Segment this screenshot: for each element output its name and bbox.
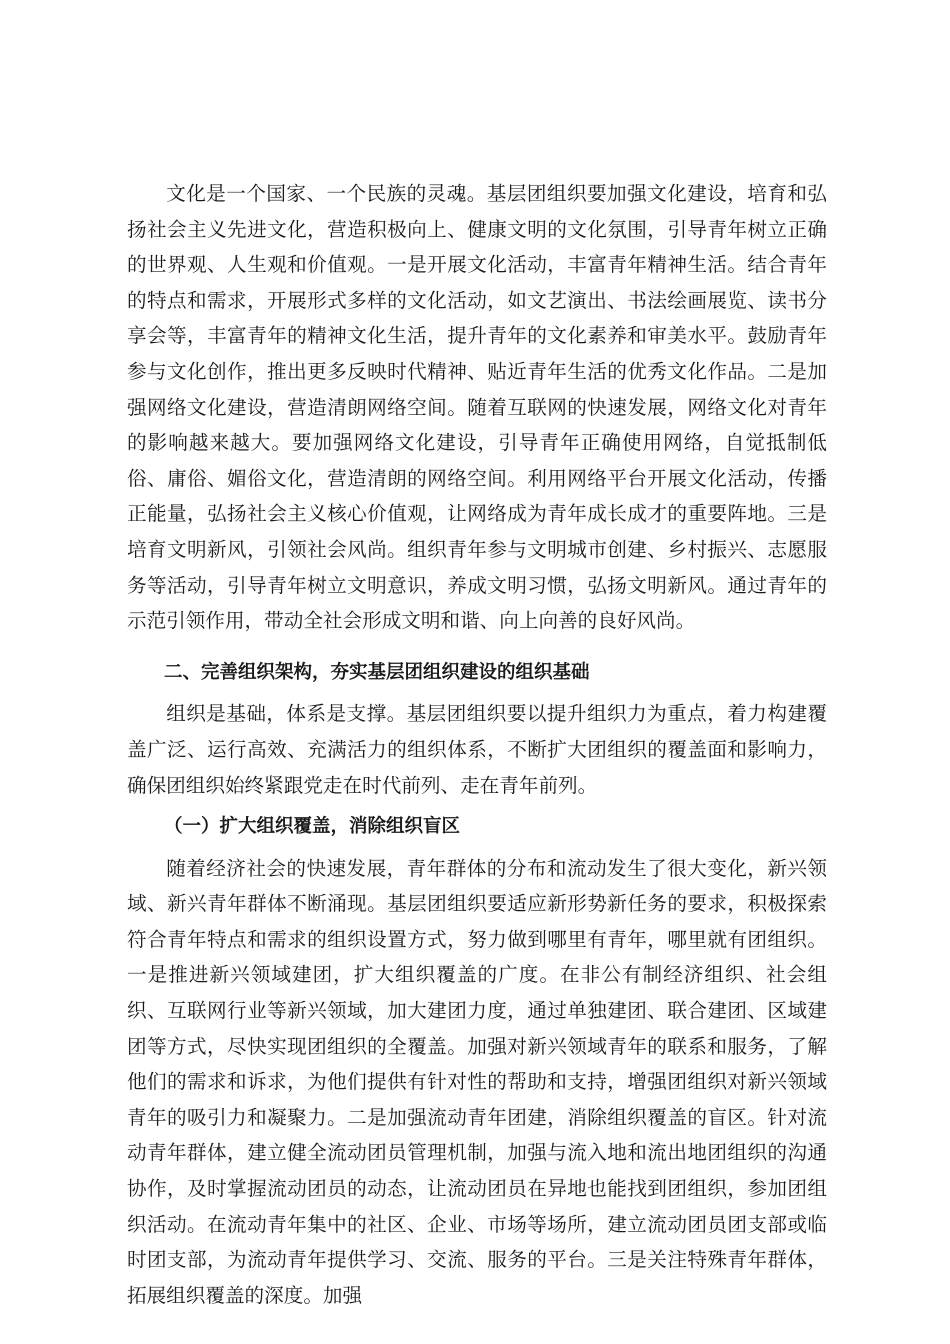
paragraph-coverage: 随着经济社会的快速发展，青年群体的分布和流动发生了很大变化，新兴领域、新兴青年群体不断涌现。基层团组织要适应新形势新任务的要求，积极探索符合青年特点和需求的组织设置方式，努力做到哪里有青年，哪里就有团组织。一是推进新兴领域建团，扩大组织覆盖的广度。在非公有制经济组织、社会组织、互联网行业等新兴领域，加大建团力度，通过单独建团、联合建团、区域建团等方式，尽快实现团组织的全覆盖。加强对新兴领域青年的联系和服务，了解他们的需求和诉求，为他们提供有针对性的帮助和支持，增强团组织对新兴领域青年的吸引力和凝聚力。二是加强流动青年团建，消除组织覆盖的盲区。针对流动青年群体，建立健全流动团员管理机制，加强与流入地和流出地团组织的沟通协作，及时掌握流动团员的动态，让流动团员在异地也能找到团组织，参加团组织活动。在流动青年集中的社区、企业、市场等场所，建立流动团员团支部或临时团支部，为流动青年提供学习、交流、服务的平台。三是关注特殊青年群体，拓展组织覆盖的深度。加强 (127, 856, 827, 1307)
section-heading-2: 二、完善组织架构，夯实基层团组织建设的组织基础 (164, 661, 590, 683)
subsection-heading-1: （一）扩大组织覆盖，消除组织盲区 (164, 816, 461, 838)
paragraph-culture: 文化是一个国家、一个民族的灵魂。基层团组织要加强文化建设，培育和弘扬社会主义先进文化，营造积极向上、健康文明的文化氛围，引导青年树立正确的世界观、人生观和价值观。一是开展文化活动，丰富青年精神生活。结合青年的特点和需求，开展形式多样的文化活动，如文艺演出、书法绘画展览、读书分享会等，丰富青年的精神文化生活，提升青年的文化素养和审美水平。鼓励青年参与文化创作，推出更多反映时代精神、贴近青年生活的优秀文化作品。二是加强网络文化建设，营造清朗网络空间。随着互联网的快速发展，网络文化对青年的影响越来越大。要加强网络文化建设，引导青年正确使用网络，自觉抵制低俗、庸俗、媚俗文化，营造清朗的网络空间。利用网络平台开展文化活动，传播正能量，弘扬社会主义核心价值观，让网络成为青年成长成才的重要阵地。三是培育文明新风，引领社会风尚。组织青年参与文明城市创建、乡村振兴、志愿服务等活动，引导青年树立文明意识，养成文明习惯，弘扬文明新风。通过青年的示范引领作用，带动全社会形成文明和谐、向上向善的良好风尚。 (127, 182, 827, 633)
paragraph-organization: 组织是基础，体系是支撑。基层团组织要以提升组织力为重点，着力构建覆盖广泛、运行高效、充满活力的组织体系，不断扩大团组织的覆盖面和影响力，确保团组织始终紧跟党走在时代前列、走在青年前列。 (127, 702, 827, 797)
document-page (127, 176, 827, 1313)
